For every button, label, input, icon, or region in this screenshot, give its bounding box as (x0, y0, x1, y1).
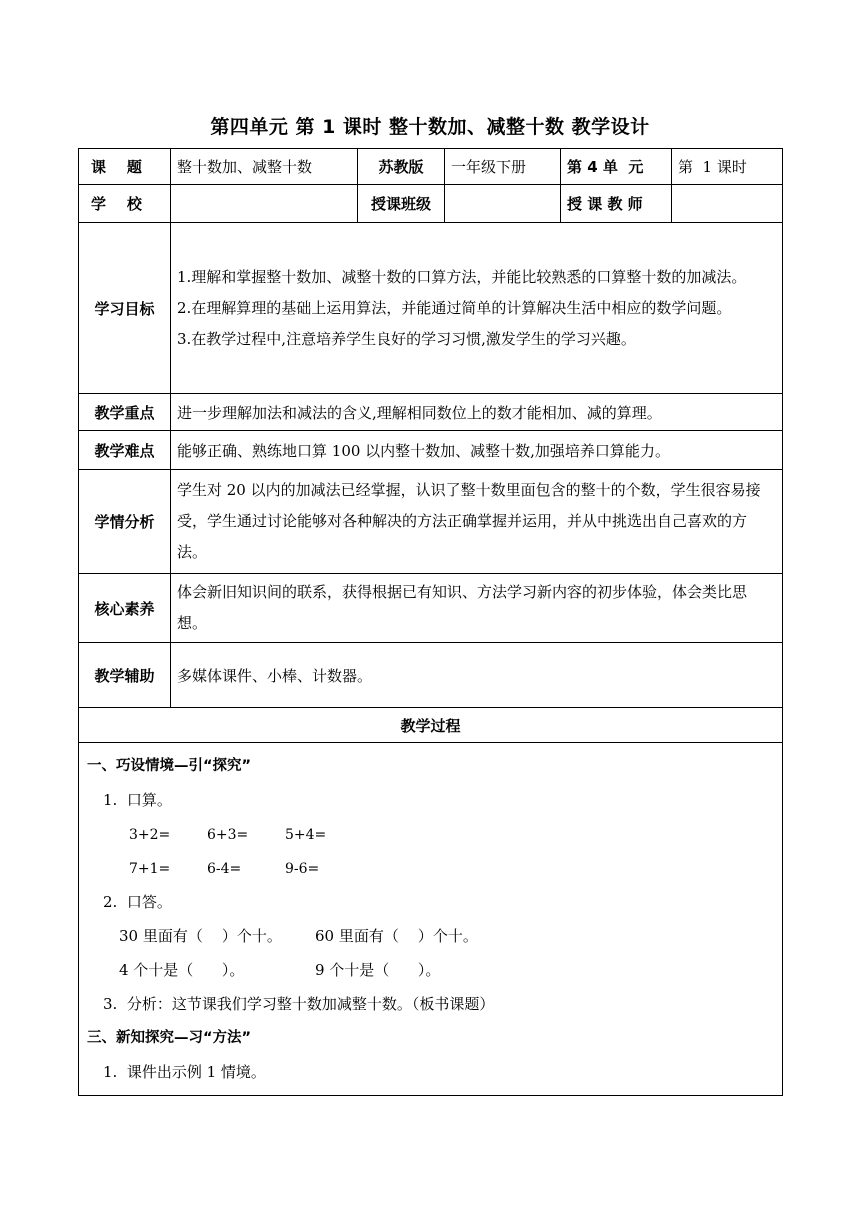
goal-item: 1.理解和掌握整十数加、减整十数的口算方法，并能比较熟悉的口算整十数的加减法。 (177, 267, 747, 286)
calc-expression: 3+2= (129, 827, 171, 843)
calc-row (87, 817, 774, 851)
key-points-label: 教学重点 (79, 394, 171, 431)
process-heading-row (79, 708, 783, 743)
question-text: 30 里面有（ ）个十。 (119, 927, 282, 945)
question-text: 60 里面有（ ）个十。 (315, 927, 478, 945)
analysis-label: 学情分析 (79, 470, 171, 574)
goals-content (171, 223, 783, 394)
goals-label: 学习目标 (79, 223, 171, 394)
literacy-row (79, 574, 783, 643)
process-item: 3. 分析：这节课我们学习整十数加减整十数。（板书课题） (103, 995, 495, 1013)
section-heading: 一、巧设情境—引“探究” (87, 758, 252, 774)
class-value (445, 185, 561, 223)
goal-item: 3.在教学过程中,注意培养学生良好的学习习惯,激发学生的学习兴趣。 (177, 329, 636, 348)
calc-expression: 6+3= (207, 827, 249, 843)
document-title: 第四单元 第 1 课时 整十数加、减整十数 教学设计 (210, 116, 650, 138)
aids-label: 教学辅助 (79, 643, 171, 708)
calc-expression: 7+1= (129, 861, 171, 877)
school-label: 学 校 (79, 185, 171, 223)
question-row (87, 919, 774, 953)
process-body-row (79, 743, 783, 1096)
calc-expression: 6-4= (207, 861, 242, 877)
lesson-cell: 第 1 课时 (672, 149, 783, 185)
goal-item: 2.在理解算理的基础上运用算法，并能通过简单的计算解决生活中相应的数学问题。 (177, 298, 732, 317)
literacy-label: 核心素养 (79, 574, 171, 643)
grade-cell: 一年级下册 (445, 149, 561, 185)
teacher-label: 授 课 教 师 (561, 185, 672, 223)
process-item: 1. 口算。 (103, 791, 172, 809)
lesson-plan-table (78, 148, 783, 1096)
class-label: 授课班级 (358, 185, 445, 223)
topic-label: 课 题 (79, 149, 171, 185)
section-heading: 三、新知探究—习“方法” (87, 1030, 252, 1046)
literacy-content: 体会新旧知识间的联系，获得根据已有知识、方法学习新内容的初步体验，体会类比思想。 (171, 574, 783, 643)
header-row-school (79, 185, 783, 223)
topic-value: 整十数加、减整十数 (171, 149, 358, 185)
key-points-row (79, 394, 783, 431)
analysis-content: 学生对 20 以内的加减法已经掌握，认识了整十数里面包含的整十的个数，学生很容易接受，学生通过讨论能够对各种解决的方法正确掌握并运用，并从中挑选出自己喜欢的方法。 (171, 470, 783, 574)
edition-cell: 苏教版 (358, 149, 445, 185)
difficulty-row (79, 431, 783, 470)
key-points-content: 进一步理解加法和减法的含义,理解相同数位上的数才能相加、减的算理。 (171, 394, 783, 431)
aids-content: 多媒体课件、小棒、计数器。 (171, 643, 783, 708)
question-text: 9 个十是（ ）。 (315, 961, 441, 979)
school-value (171, 185, 358, 223)
calc-expression: 9-6= (285, 861, 320, 877)
question-row (87, 953, 774, 987)
process-content (79, 743, 783, 1096)
calc-row (87, 851, 774, 885)
teacher-value (672, 185, 783, 223)
question-text: 4 个十是（ ）。 (119, 961, 245, 979)
difficulty-label: 教学难点 (79, 431, 171, 470)
unit-cell: 第 4 单 元 (561, 149, 672, 185)
calc-expression: 5+4= (285, 827, 327, 843)
goals-row (79, 223, 783, 394)
process-item: 2. 口答。 (103, 893, 172, 911)
analysis-row (79, 470, 783, 574)
difficulty-content: 能够正确、熟练地口算 100 以内整十数加、减整十数,加强培养口算能力。 (171, 431, 783, 470)
process-item: 1. 课件出示例 1 情境。 (103, 1063, 266, 1081)
process-heading: 教学过程 (79, 708, 783, 743)
header-row-topic (79, 149, 783, 185)
aids-row (79, 643, 783, 708)
